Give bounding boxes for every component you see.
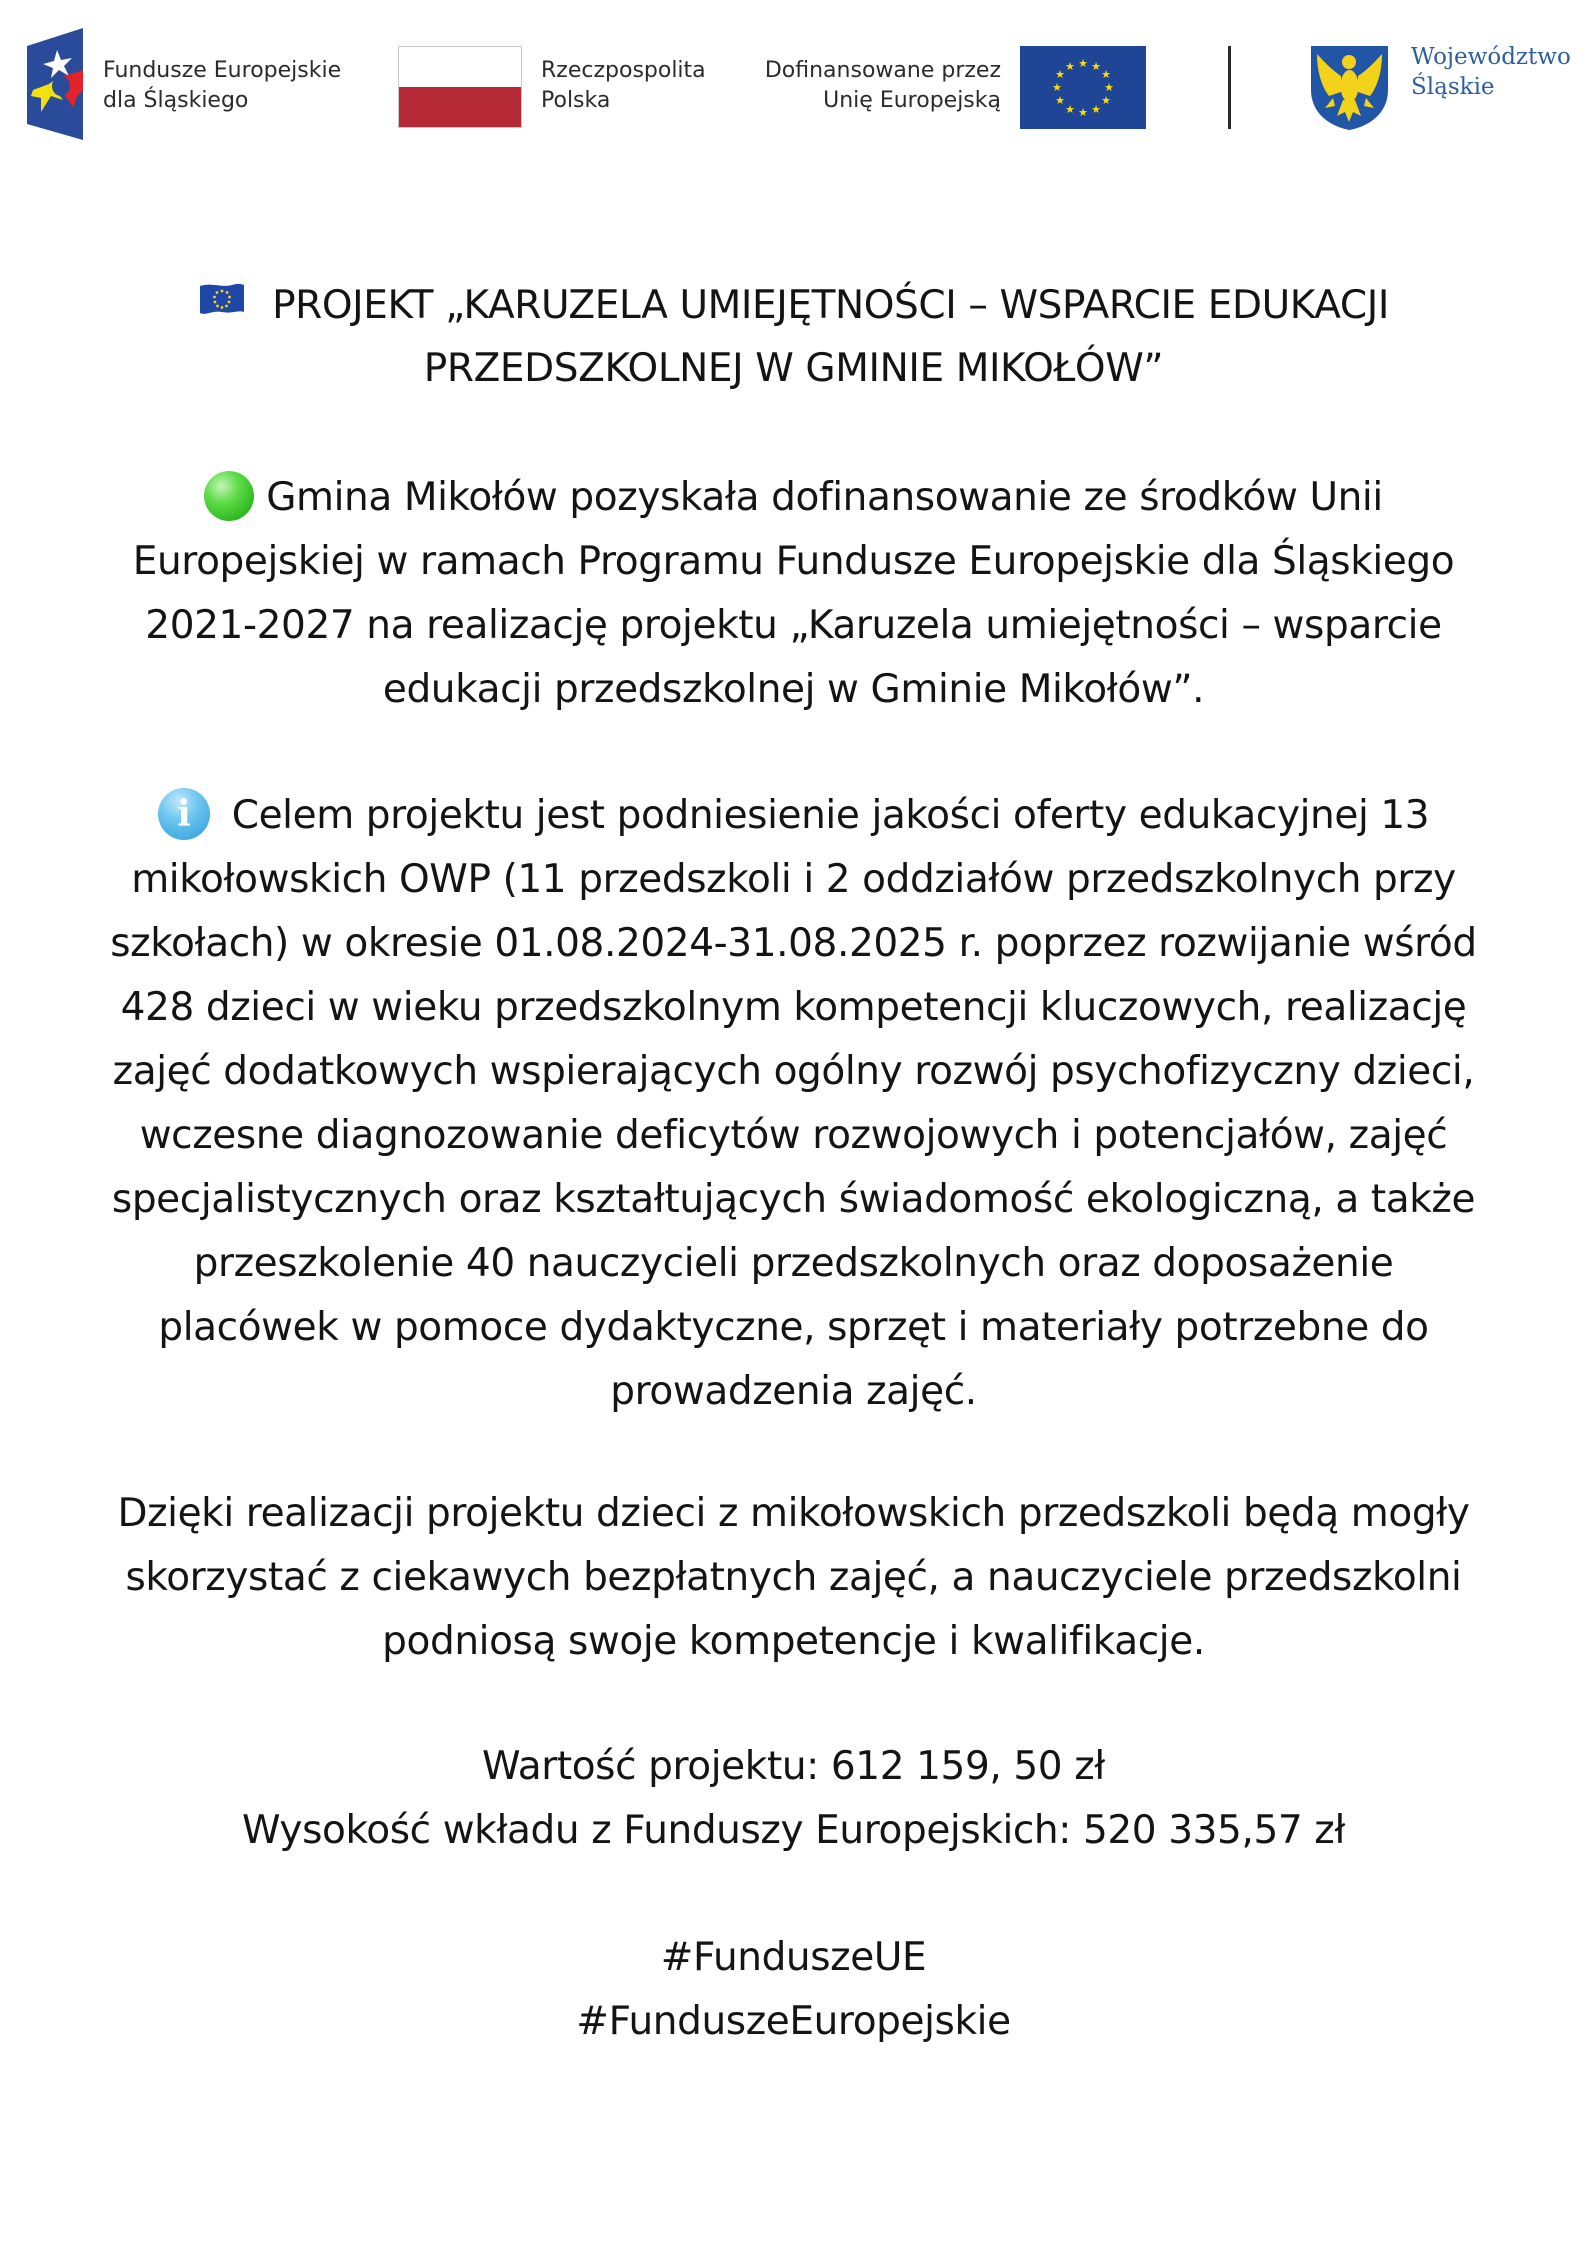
rp-logo-line2: Polska — [541, 88, 611, 113]
silesia-coat-of-arms-icon — [1311, 46, 1388, 130]
svg-text:★: ★ — [1091, 60, 1101, 73]
fe-logo-icon — [27, 28, 85, 140]
logo-divider — [1228, 46, 1231, 129]
svg-text:★: ★ — [1055, 94, 1065, 107]
benefits-line-1: Dzięki realizacji projektu dzieci z mikołowskich przedszkoli będą mogły — [117, 1491, 1470, 1536]
page-title — [0, 274, 1587, 400]
goal-line-5: zajęć dodatkowych wspierających ogólny rozwój psychofizyczny dzieci, — [112, 1049, 1475, 1094]
goal-line-8: przeszkolenie 40 nauczycieli przedszkolnych oraz doposażenie — [193, 1241, 1394, 1286]
title-line-1 — [0, 274, 1587, 337]
svg-text:★: ★ — [1101, 94, 1111, 107]
benefits-line-3: podniosą swoje kompetencje i kwalifikacje. — [382, 1619, 1205, 1664]
eu-flag-icon — [1020, 46, 1146, 129]
financials — [0, 1735, 1587, 1863]
logo-strip — [0, 0, 1587, 160]
benefits-line-2: skorzystać z ciekawych bezpłatnych zajęć, a nauczyciele przedszkolni — [125, 1555, 1462, 1600]
svg-text:★: ★ — [1078, 106, 1088, 119]
funding-line-4: edukacji przedszkolnej w Gminie Mikołów”. — [382, 667, 1205, 712]
goal-line-7: specjalistycznych oraz kształtujących świadomość ekologiczną, a także — [111, 1177, 1476, 1222]
title-line-2: PRZEDSZKOLNEJ W GMINIE MIKOŁÓW” — [423, 346, 1164, 391]
funding-paragraph — [0, 466, 1587, 722]
fe-logo-text — [103, 56, 341, 116]
goal-line-1 — [0, 784, 1587, 848]
eu-flag-emoji-icon — [198, 272, 246, 335]
goal-line-9: placówek w pomoce dydaktyczne, sprzęt i materiały potrzebne do — [158, 1305, 1429, 1350]
silesia-logo-line1: Województwo — [1411, 44, 1571, 70]
rp-logo-text — [541, 56, 706, 116]
funding-line-1 — [0, 466, 1587, 530]
eu-logo-line2: Unię Europejską — [823, 88, 1001, 113]
goal-line-4: 428 dzieci w wieku przedszkolnym kompetencji kluczowych, realizację — [120, 985, 1467, 1030]
eu-logo-line1: Dofinansowane przez — [764, 58, 1001, 83]
eu-contribution: Wysokość wkładu z Funduszy Europejskich: 520 335,57 zł — [241, 1808, 1346, 1853]
svg-text:★: ★ — [1065, 60, 1075, 73]
hashtags — [0, 1926, 1587, 2054]
eu-cofinanced-text — [745, 56, 1001, 116]
rp-logo-line1: Rzeczpospolita — [541, 58, 706, 83]
svg-text:★: ★ — [1055, 68, 1065, 81]
green-circle-icon — [204, 471, 254, 521]
svg-text:★: ★ — [1052, 81, 1062, 94]
benefits-paragraph — [0, 1482, 1587, 1674]
funding-line-1-text: Gmina Mikołów pozyskała dofinansowanie ze środków Unii — [266, 475, 1383, 520]
svg-text:★: ★ — [1101, 68, 1111, 81]
hashtag-fundusze-ue: #FunduszeUE — [660, 1935, 927, 1980]
funding-line-2: Europejskiej w ramach Programu Fundusze Europejskie dla Śląskiego — [132, 539, 1455, 584]
hashtag-fundusze-europejskie: #FunduszeEuropejskie — [576, 1999, 1011, 2044]
funding-line-3: 2021-2027 na realizację projektu „Karuzela umiejętności – wsparcie — [145, 603, 1442, 648]
svg-text:★: ★ — [1091, 103, 1101, 116]
goal-line-6: wczesne diagnozowanie deficytów rozwojowych i potencjałów, zajęć — [139, 1113, 1448, 1158]
svg-text:★: ★ — [1104, 81, 1114, 94]
silesia-logo-line2: Śląskie — [1411, 74, 1495, 100]
fe-logo-line2: dla Śląskiego — [103, 88, 249, 113]
polish-flag-icon — [398, 46, 522, 128]
title-line-1-text: PROJEKT „KARUZELA UMIEJĘTNOŚCI – WSPARCIE EDUKACJI — [272, 283, 1389, 328]
goal-line-2: mikołowskich OWP (11 przedszkoli i 2 oddziałów przedszkolnych przy — [131, 857, 1456, 902]
svg-text:★: ★ — [1065, 103, 1075, 116]
goal-line-3: szkołach) w okresie 01.08.2024-31.08.2025 r. poprzez rozwijanie wśród — [110, 921, 1477, 966]
svg-text:★: ★ — [1078, 57, 1088, 70]
info-icon: i — [158, 788, 210, 840]
silesia-logo-text — [1411, 42, 1571, 102]
goal-paragraph — [0, 784, 1587, 1424]
project-value: Wartość projektu: 612 159, 50 zł — [482, 1744, 1105, 1789]
fe-logo-line1: Fundusze Europejskie — [103, 58, 342, 83]
goal-line-10: prowadzenia zajęć. — [610, 1369, 977, 1414]
goal-line-1-text: Celem projektu jest podniesienie jakości oferty edukacyjnej 13 — [231, 793, 1430, 838]
